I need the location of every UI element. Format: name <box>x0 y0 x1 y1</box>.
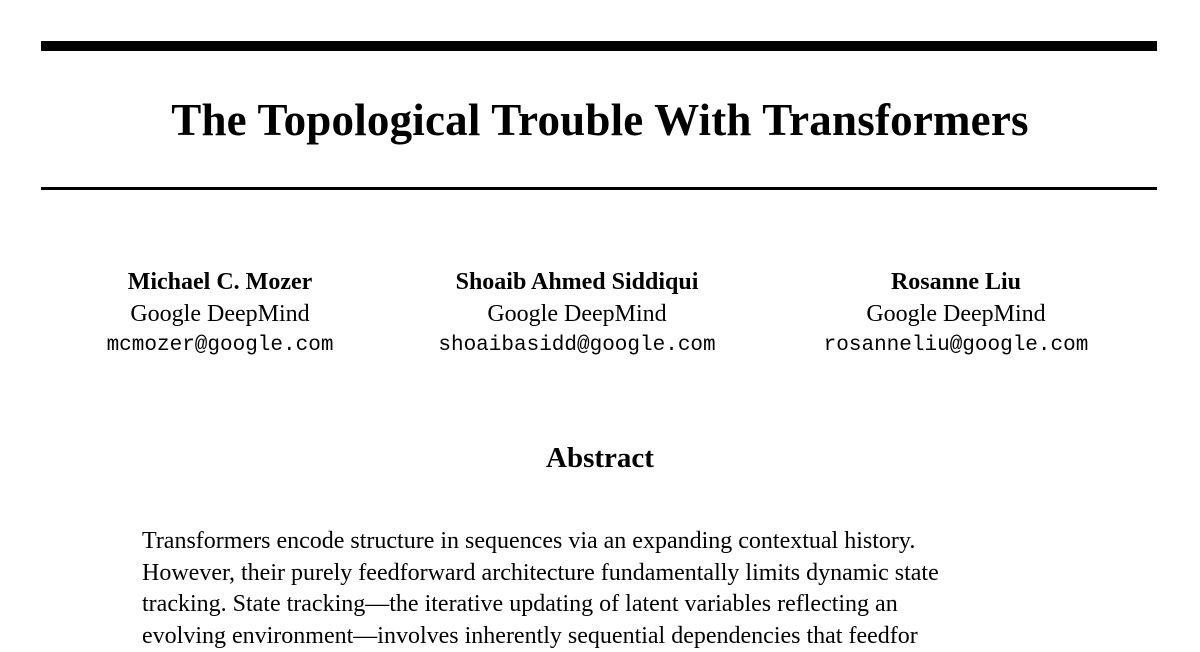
abstract-body <box>142 526 1062 652</box>
author-email[interactable]: shoaibasidd@google.com <box>397 330 757 362</box>
author-affiliation: Google DeepMind <box>776 298 1136 330</box>
author-email[interactable]: mcmozer@google.com <box>40 330 400 362</box>
author-affiliation: Google DeepMind <box>397 298 757 330</box>
title-rule <box>41 187 1157 190</box>
abstract-heading: Abstract <box>0 440 1200 476</box>
abstract-line: However, their purely feedforward architecture fundamentally limits dynamic state <box>142 558 1062 590</box>
abstract-line: tracking. State tracking—the iterative updating of latent variables reflecting an <box>142 589 1062 621</box>
author-name: Shoaib Ahmed Siddiqui <box>397 266 757 298</box>
author-name: Rosanne Liu <box>776 266 1136 298</box>
author-block <box>0 266 1200 366</box>
author-2 <box>397 266 757 362</box>
paper-title: The Topological Trouble With Transformers <box>0 92 1200 148</box>
author-3 <box>776 266 1136 362</box>
author-affiliation: Google DeepMind <box>40 298 400 330</box>
abstract-line: Transformers encode structure in sequences via an expanding contextual history. <box>142 526 1062 558</box>
author-email[interactable]: rosanneliu@google.com <box>776 330 1136 362</box>
abstract-line: evolving environment—involves inherently sequential dependencies that feedfor <box>142 621 1062 652</box>
author-name: Michael C. Mozer <box>40 266 400 298</box>
top-rule <box>41 41 1157 51</box>
author-1 <box>40 266 400 362</box>
